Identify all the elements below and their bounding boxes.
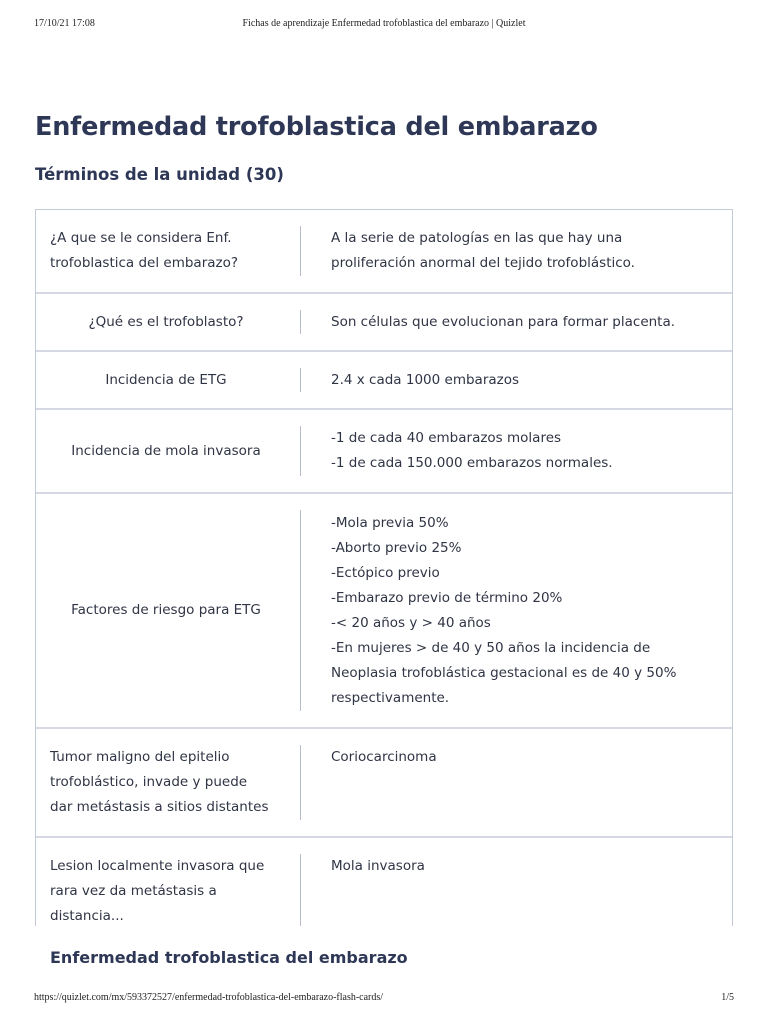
- term-definition: Mola invasora: [331, 858, 425, 874]
- page-title: Enfermedad trofoblastica del embarazo: [35, 112, 598, 142]
- term-definition: -1 de cada 40 embarazos molares -1 de cada 150.000 embarazos normales.: [331, 430, 613, 471]
- term-word: Lesion localmente invasora que rara vez da metástasis a distancia...: [50, 858, 265, 924]
- term-definition: A la serie de patologías en las que hay una proliferación anormal del tejido trofoblástico.: [331, 230, 635, 271]
- term-word: ¿A que se le considera Enf. trofoblastica del embarazo?: [50, 230, 239, 271]
- print-footer: [0, 992, 768, 1006]
- term-card: [36, 838, 732, 926]
- print-header: [0, 18, 768, 32]
- term-definition: Coriocarcinoma: [331, 749, 437, 765]
- term-card: [36, 410, 732, 494]
- term-word: Factores de riesgo para ETG: [71, 602, 261, 618]
- terms-list: [35, 209, 733, 926]
- term-card: [36, 729, 732, 838]
- print-url: https://quizlet.com/mx/593372527/enfermedad-trofoblastica-del-embarazo-flash-cards/: [34, 992, 384, 1003]
- print-document-title: Fichas de aprendizaje Enfermedad trofoblastica del embarazo | Quizlet: [242, 18, 526, 29]
- term-card: [36, 352, 732, 410]
- term-card: [36, 494, 732, 729]
- term-definition: -Mola previa 50% -Aborto previo 25% -Ectópico previo -Embarazo previo de término 20% -< 20 años y > 40 años -En mujeres > de 40 y 50 años la incidencia de Neoplasia trofoblástica gestacional es de 40 y 50% respectivamente.: [331, 514, 677, 706]
- term-word: Tumor maligno del epitelio trofoblástico, invade y puede dar metástasis a sitios distantes: [50, 749, 269, 815]
- term-word: ¿Qué es el trofoblasto?: [88, 313, 244, 330]
- terms-heading: Términos de la unidad (30): [35, 165, 284, 184]
- term-definition: Son células que evolucionan para formar placenta.: [331, 313, 676, 330]
- term-definition: 2.4 x cada 1000 embarazos: [331, 371, 520, 388]
- term-word: Incidencia de ETG: [105, 371, 227, 388]
- set-title-banner: Enfermedad trofoblastica del embarazo: [50, 948, 408, 967]
- term-card: [36, 294, 732, 352]
- term-word: Incidencia de mola invasora: [71, 442, 261, 459]
- term-card: [36, 210, 732, 294]
- print-date: 17/10/21 17:08: [34, 18, 95, 29]
- page-number: 1/5: [721, 992, 734, 1003]
